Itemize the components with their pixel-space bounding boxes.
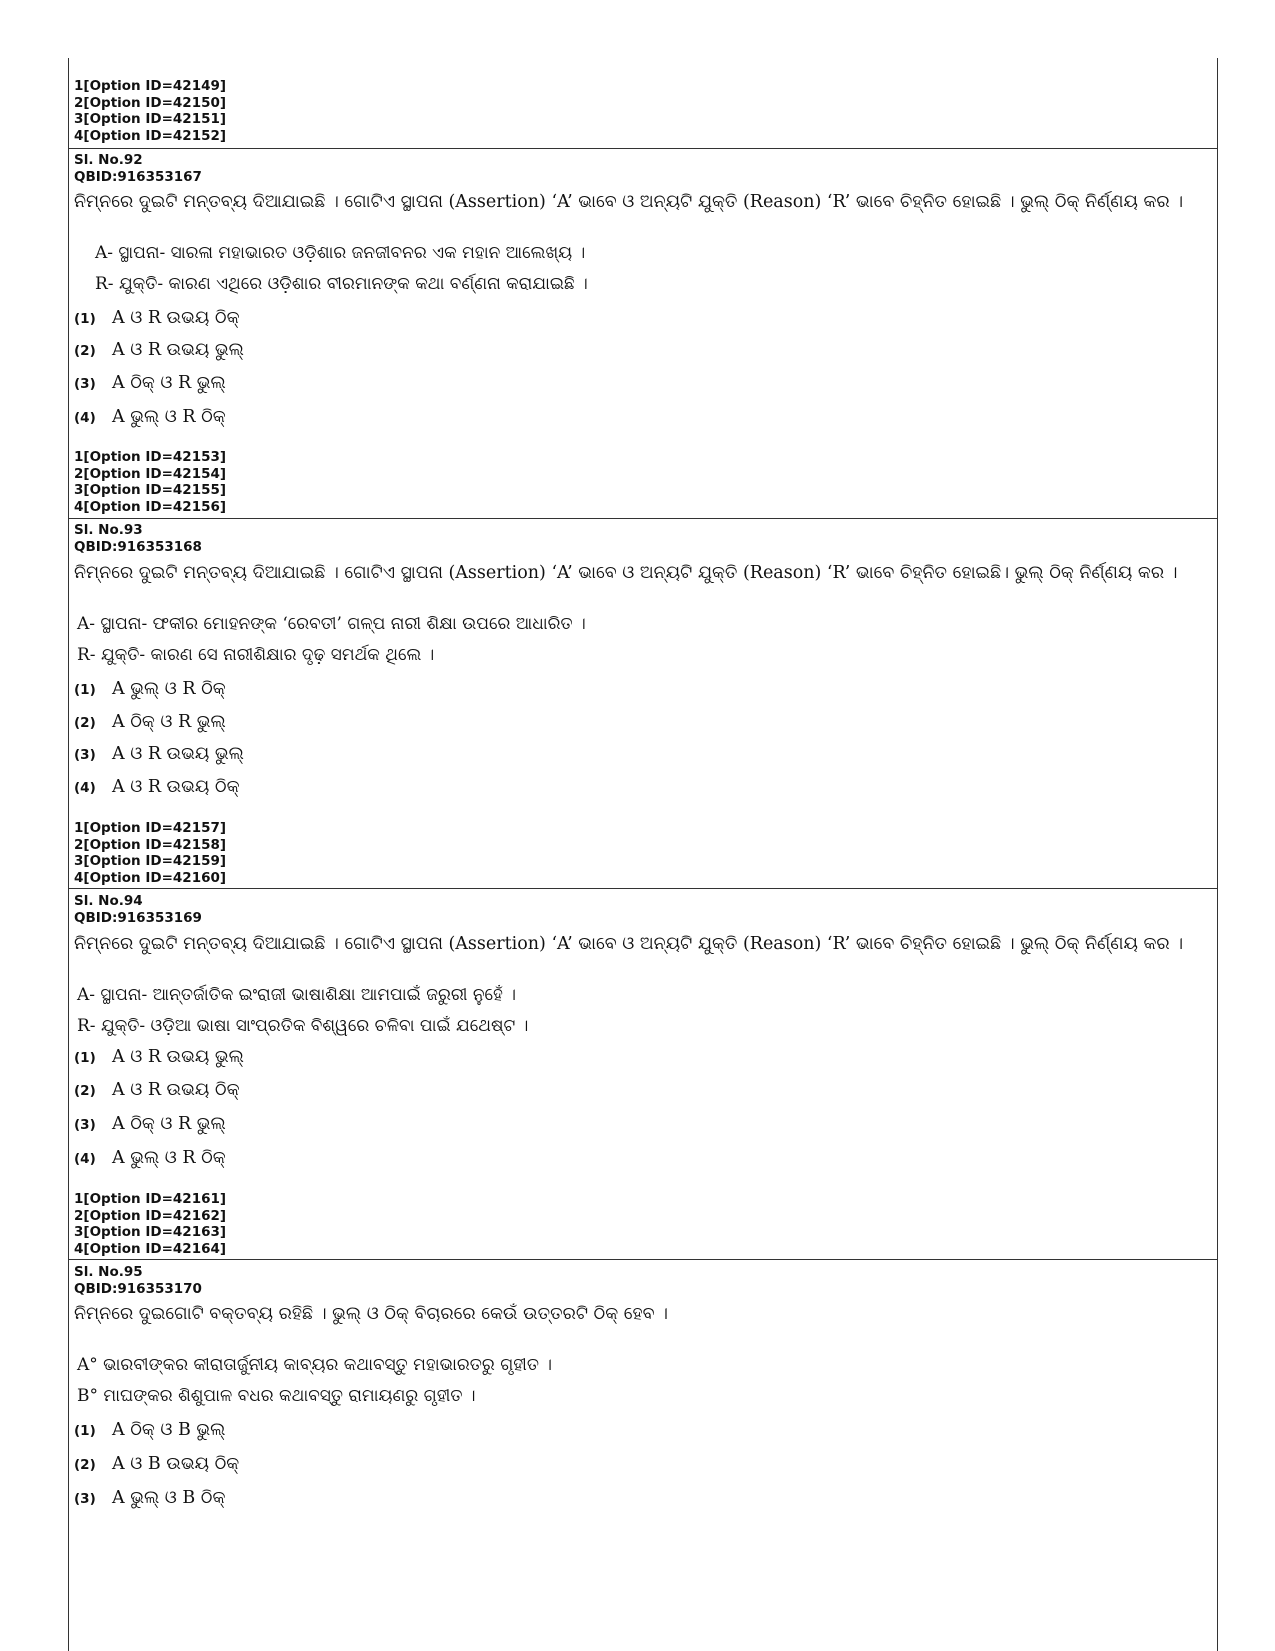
option-number: (4)	[74, 780, 96, 796]
option-text: A ଭୁଲ୍ ଓ R ଠିକ୍	[112, 1148, 226, 1168]
option-number: (3)	[74, 1491, 96, 1507]
option-number: (4)	[74, 410, 96, 426]
option-text: A ଭୁଲ୍ ଓ R ଠିକ୍	[112, 679, 226, 699]
qbid: QBID:916353167	[74, 168, 202, 185]
option-number: (1)	[74, 1050, 96, 1066]
option-number: (3)	[74, 376, 96, 392]
reason: R- ଯୁକ୍ତି- କାରଣ ସେ ନାରୀଶିକ୍ଷାର ଦୃଢ଼ ସମର୍ଥକ ଥିଲେ ।	[77, 645, 435, 665]
option-number: (4)	[74, 1151, 96, 1167]
assertion: A- ସ୍ଥାପନା- ଆନ୍ତର୍ଜାତିକ ଇଂରାଜୀ ଭାଷାଶିକ୍ଷା ଆମପାଇଁ ଜରୁରୀ ନୁହେଁ ।	[77, 985, 517, 1005]
option-text: A ଠିକ୍ ଓ R ଭୁଲ୍	[112, 373, 226, 393]
option-id: 4[Option ID=42152]	[74, 127, 227, 144]
answer-option	[74, 1146, 226, 1171]
option-number: (3)	[74, 1117, 96, 1133]
option-text: A ଓ R ଉଭୟ ଭୁଲ୍	[112, 744, 244, 764]
option-id-list	[68, 820, 1216, 886]
option-id: 1[Option ID=42161]	[74, 1191, 227, 1207]
option-text: A ଠିକ୍ ଓ B ଭୁଲ୍	[112, 1420, 226, 1440]
divider	[68, 1259, 1218, 1260]
answer-option	[74, 306, 240, 331]
question-header	[68, 893, 1216, 926]
option-number: (1)	[74, 1423, 96, 1439]
answer-option	[74, 1418, 225, 1443]
answer-option	[74, 405, 226, 430]
answer-option	[74, 371, 226, 396]
option-number: (2)	[74, 343, 96, 359]
option-text: A ଭୁଲ୍ ଓ B ଠିକ୍	[112, 1488, 226, 1508]
qbid: QBID:916353169	[74, 909, 202, 926]
option-id: 1[Option ID=42149]	[74, 78, 227, 94]
option-id-list	[68, 78, 1216, 144]
option-id: 2[Option ID=42154]	[74, 465, 227, 482]
option-id: 3[Option ID=42151]	[74, 111, 227, 127]
option-id: 1[Option ID=42153]	[74, 449, 227, 465]
answer-option	[74, 1452, 239, 1477]
qbid: QBID:916353168	[74, 538, 202, 555]
question-stem: ନିମ୍ନରେ ଦୁଇଟି ମନ୍ତବ୍ୟ ଦିଆଯାଇଛି । ଗୋଟିଏ ସ୍ଥାପନା (Assertion) ‘A’ ଭାବେ ଓ ଅନ୍ୟଟି ଯୁକ୍ତି (Reason) ‘R’ ଭାବେ ଚିହ୍ନିତ ହୋଇଛି। ଭୁଲ୍ ଠିକ୍ ନିର୍ଣ୍ଣୟ କର ।	[74, 563, 1178, 583]
question-header	[68, 522, 1216, 555]
option-number: (2)	[74, 715, 96, 731]
reason: R- ଯୁକ୍ତି- ଓଡ଼ିଆ ଭାଷା ସାଂପ୍ରତିକ ବିଶ୍ୱରେ ଚଳିବା ପାଇଁ ଯଥେଷ୍ଟ ।	[77, 1016, 529, 1036]
option-text: A ଓ R ଉଭୟ ଭୁଲ୍	[112, 1047, 244, 1067]
option-text: A ଓ R ଉଭୟ ଠିକ୍	[112, 777, 240, 797]
serial-number: Sl. No.93	[74, 522, 143, 538]
option-id: 2[Option ID=42158]	[74, 836, 227, 853]
option-id: 4[Option ID=42160]	[74, 869, 227, 886]
qbid: QBID:916353170	[74, 1280, 202, 1297]
option-number: (3)	[74, 747, 96, 763]
answer-option	[74, 710, 226, 735]
option-id: 1[Option ID=42157]	[74, 820, 227, 836]
option-id: 3[Option ID=42163]	[74, 1224, 227, 1240]
serial-number: Sl. No.95	[74, 1264, 143, 1280]
answer-option	[74, 742, 244, 767]
question-stem: ନିମ୍ନରେ ଦୁଇଗୋଟି ବକ୍ତବ୍ୟ ରହିଛି । ଭୁଲ୍ ଓ ଠିକ୍ ବିଚାରରେ କେଉଁ ଉତ୍ତରଟି ଠିକ୍ ହେବ ।	[74, 1304, 669, 1324]
divider	[68, 888, 1218, 889]
option-number: (1)	[74, 682, 96, 698]
option-text: A ଓ B ଉଭୟ ଠିକ୍	[112, 1454, 240, 1474]
option-id: 2[Option ID=42162]	[74, 1207, 227, 1224]
option-text: A ଓ R ଉଭୟ ଠିକ୍	[112, 308, 240, 328]
answer-option	[74, 775, 240, 800]
answer-option	[74, 677, 226, 702]
answer-option	[74, 1045, 244, 1070]
option-id: 3[Option ID=42159]	[74, 853, 227, 869]
question-header	[68, 1264, 1216, 1297]
assertion: A- ସ୍ଥାପନା- ଫକୀର ମୋହନଙ୍କ ‘ରେବତୀ’ ଗଳ୍ପ ନାରୀ ଶିକ୍ଷା ଉପରେ ଆଧାରିତ ।	[77, 614, 586, 634]
option-text: A ଠିକ୍ ଓ R ଭୁଲ୍	[112, 1114, 226, 1134]
option-number: (2)	[74, 1083, 96, 1099]
option-id: 3[Option ID=42155]	[74, 482, 227, 498]
option-id: 2[Option ID=42150]	[74, 94, 227, 111]
question-stem: ନିମ୍ନରେ ଦୁଇଟି ମନ୍ତବ୍ୟ ଦିଆଯାଇଛି । ଗୋଟିଏ ସ୍ଥାପନା (Assertion) ‘A’ ଭାବେ ଓ ଅନ୍ୟଟି ଯୁକ୍ତି (Reason) ‘R’ ଭାବେ ଚିହ୍ନିତ ହୋଇଛି । ଭୁଲ୍ ଠିକ୍ ନିର୍ଣ୍ଣୟ କର ।	[74, 192, 1184, 212]
assertion: A- ସ୍ଥାପନା- ସାରଳା ମହାଭାରତ ଓଡ଼ିଶାର ଜନଜୀବନର ଏକ ମହାନ ଆଲେଖ୍ୟ ।	[95, 243, 586, 263]
option-id: 4[Option ID=42164]	[74, 1240, 227, 1257]
question-header	[68, 152, 1216, 185]
option-number: (1)	[74, 311, 96, 327]
question-stem: ନିମ୍ନରେ ଦୁଇଟି ମନ୍ତବ୍ୟ ଦିଆଯାଇଛି । ଗୋଟିଏ ସ୍ଥାପନା (Assertion) ‘A’ ଭାବେ ଓ ଅନ୍ୟଟି ଯୁକ୍ତି (Reason) ‘R’ ଭାବେ ଚିହ୍ନିତ ହୋଇଛି । ଭୁଲ୍ ଠିକ୍ ନିର୍ଣ୍ଣୟ କର ।	[74, 934, 1184, 954]
serial-number: Sl. No.92	[74, 152, 143, 168]
option-number: (2)	[74, 1457, 96, 1473]
divider	[68, 148, 1218, 149]
answer-option	[74, 1078, 240, 1103]
option-id-list	[68, 449, 1216, 515]
divider	[68, 518, 1218, 519]
option-id: 4[Option ID=42156]	[74, 498, 227, 515]
answer-option	[74, 1486, 225, 1511]
option-id-list	[68, 1191, 1216, 1257]
option-text: A ଭୁଲ୍ ଓ R ଠିକ୍	[112, 407, 226, 427]
assertion: A° ଭାରବୀଙ୍କର କୀରାତାର୍ଜୁନୀୟ କାବ୍ୟର କଥାବସ୍ତୁ ମହାଭାରତରୁ ଗୃହୀତ ।	[77, 1355, 553, 1375]
option-text: A ଓ R ଉଭୟ ଠିକ୍	[112, 1080, 240, 1100]
option-text: A ଠିକ୍ ଓ R ଭୁଲ୍	[112, 712, 226, 732]
answer-option	[74, 1112, 226, 1137]
reason: R- ଯୁକ୍ତି- କାରଣ ଏଥିରେ ଓଡ଼ିଶାର ବୀରମାନଙ୍କ କଥା ବର୍ଣ୍ଣନା କରାଯାଇଛି ।	[95, 274, 588, 294]
option-text: A ଓ R ଉଭୟ ଭୁଲ୍	[112, 340, 244, 360]
serial-number: Sl. No.94	[74, 893, 143, 909]
answer-option	[74, 338, 244, 363]
reason: B° ମାଘଙ୍କର ଶିଶୁପାଳ ବଧର କଥାବସ୍ତୁ ରାମାୟଣରୁ ଗୃହୀତ ।	[77, 1386, 476, 1406]
